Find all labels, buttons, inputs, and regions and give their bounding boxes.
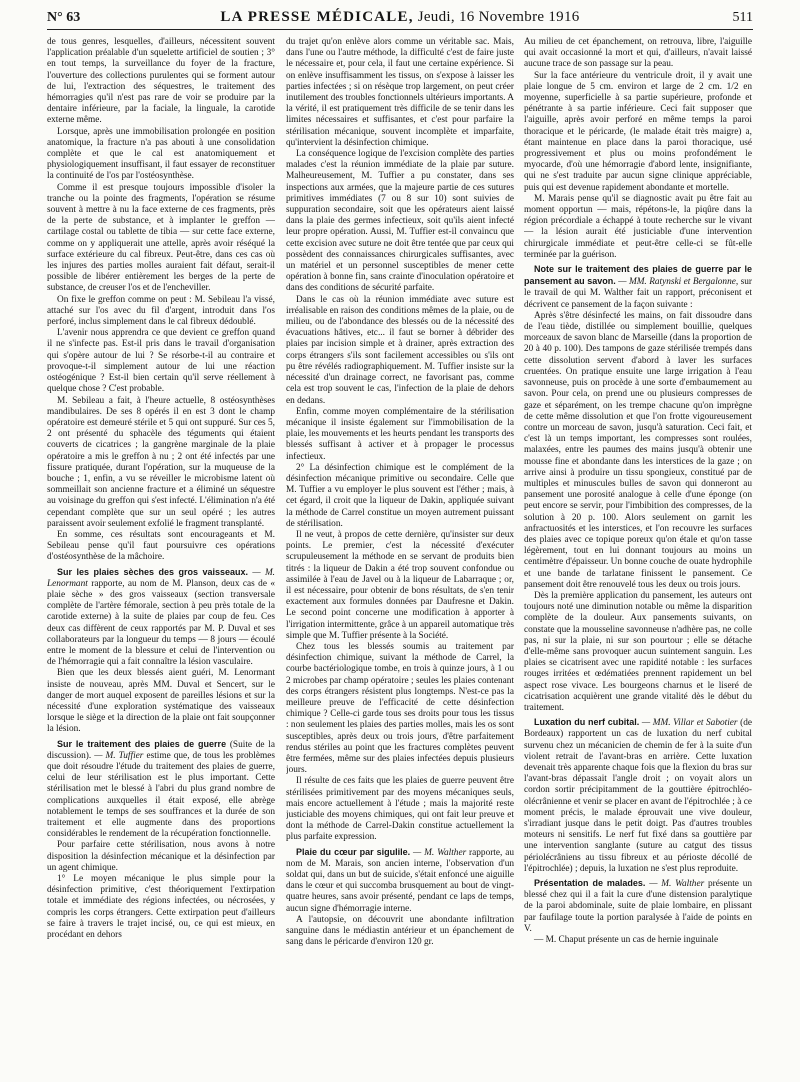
paragraph: Bien que les deux blessés aient guéri, M. Lenormant insiste de nouveau, après MM. Duval et Sencert, sur le danger de mort auquel exposent de pareilles lésions et sur la nécessité d'une exploration systématique des vaisseaux lorsque le siège et la direction de la plaie ont fait soupçonner la lésion. [47,668,275,735]
paragraph: — M. Chaput présente un cas de hernie inguinale [534,935,719,946]
paragraph: Lorsque, après une immobilisation prolongée en position anatomique, la fracture n'a pas abouti à une consolidation complète et que le cal est anatomiquement et physiologiquement insuffisant, il faut essayer de reconstituer la continuité de l'os par l'ostéosynthèse. [47,126,275,182]
text-column-3 [524,37,752,1071]
paragraph: M. Sebileau a fait, à l'heure actuelle, 8 ostéosynthèses mandibulaires. De ses 8 opérés il en est 3 dont le champ opératoire est demeuré stérile et 5 qui ont suppuré. Sur ces 5, 2 ont présenté du sphacèle des téguments qui étaient couverts de cicatrices ; la gangrène marginale de la plaie opératoire a mis le greffon à nu ; 2 ont été infectés par une fissure pratiquée, durant l'opération, sur la muqueuse de la bouche ; 1, enfin, a vu se réveiller le microbisme latent où sommeillait son ancienne fracture et a éliminé un séquestre au voisinage du greffon qui s'est infecté. L'élimination n'a été cependant complète que sur un seul opéré ; les autres paraissent avoir seulement exfolié le fragment transplanté. [47,395,275,529]
author-name: — MM. Villar et Sabotier [639,718,738,729]
paragraph: On fixe le greffon comme on peut : M. Sebileau l'a vissé, attaché sur l'os avec du fil d'argent, introduit dans l'os perforé, inclus simplement dans le cal fibreux dédoublé. [47,294,275,328]
section-heading: Présentation de malades. [534,878,646,889]
text-column-1 [47,37,275,1071]
section-paragraph [47,567,275,669]
author-name: — M. Walther [410,847,467,858]
section-text: présente un blessé chez qui il a fait la cure d'une distension paralytique de la paroi abdominale, suite de plaie lombaire, en plissant par faufilage toute la portion paralysée à l'aide de points en V. [524,879,752,934]
section-heading-note: (Suite de la discussion). [47,739,275,761]
paragraph: Après s'être désinfecté les mains, on fait dissoudre dans de l'eau tiède, distillée ou simplement bouillie, quelques morceaux de savon blanc de Marseille (dans la proportion de 20 à 40 p. 100). Des tampons de gaze stérilisée trempés dans cette dissolution servent d'abord à laver les surfaces cruentées. On pratique ensuite une large irrigation à l'eau savonneuse, puis on procède à une sorte d'embaumement au savon. Pour cela, on prend une ou plusieurs compresses de gaze et séparément, on les trempe chacune qu'on imprègne de cette même dissolution et que l'on frotte vigoureusement contre un morceau de savon, jusqu'à saturation. Ceci fait, et c'est là un temps important, les compresses sont roulées, malaxées, entre les paumes des mains jusqu'à obtenir une mousse fine et abondante dans les interstices de la gaze ; on arrive ainsi à produire un tissu spongieux, constitué par de multiples et minuscules bulles de savon qui donneront au pansement une porosité analogue à celle d'une éponge (on peut encore se servir, pour l'imbibition des compresses, de la solution à 20 p. 100. Alors seulement on garnit les anfractuosités et les interstices, et l'on recouvre les surfaces des plaies avec ce topique poreux qu'on étale et qu'on tasse légèrement, tout en lui donnant toujours au moins un centimètre d'épaisseur. Un bonne couche de ouate hydrophile et une bande de tarlatane finissent le pansement. Ce pansement doit être renouvelé tous les deux ou trois jours. [524,310,752,590]
paragraph: L'avenir nous apprendra ce que devient ce greffon quand il ne s'infecte pas. Est-il pris dans le travail d'organisation qui s'opère autour de lui ? Se résorbe-t-il au contraire et provoque-t-il simplement autour de lui une réaction ostéogénique ? Est-il bien certain qu'il serve réellement à quelque chose ? C'est probable. [47,328,275,395]
paragraph: 1° Le moyen mécanique le plus simple pour la désinfection primitive, c'est théoriquement l'extirpation totale et immédiate des régions infectées, ou nécrosées, y compris les corps étrangers. Cette extirpation peut d'ailleurs se faire à travers le trajet incisé, ou, ce qui est mieux, en procédant en dehors [47,874,275,941]
paragraph: de tous genres, lesquelles, d'ailleurs, nécessitent souvent l'application préalable d'un squelette artificiel de soutien ; 3° en tout temps, la surveillance du foyer de la fracture, l'ouverture des collections purulentes qui se forment autour de lui, l'extraction des séquestres, le traitement des hémorragies qu'il n'est pas rare de voir se produire par la dentaire inférieure, par la faciale, la linguale, la carotide externe même. [47,37,275,126]
section-paragraph [286,847,514,915]
paragraph: Dès la première application du pansement, les auteurs ont toujours noté une diminution notable ou même la disparition complète de la douleur. Aux pansements suivants, on constate que la mousseline savonneuse n'adhère pas, ne colle pas, ni sur la plaie, ni sur son pourtour ; elle se détache d'elle-même sans provoquer aucun suintement sanguin. Les plaies se cicatrisent avec une rapidité notable : les surfaces rouges irritées et œdématiées prennent rapidement un bel aspect rose vivace. Les bourgeons charnus et le liseré de cicatrisation acquièrent une grande vitalité dès le début du traitement. [524,590,752,713]
section-text: rapporte, au nom de M. Marais, son ancien interne, l'observation d'un soldat qui, dans un but de suicide, s'était enfoncé une aiguille dans le cœur et qui succomba brusquement au bout de vingt-quatre heures, sans avoir présenté, pendant ce laps de temps, aucun signe d'hémorragie interne. [286,847,514,914]
paragraph: Sur la face antérieure du ventricule droit, il y avait une plaie longue de 5 cm. environ et large de 2 cm. 1/2 en moyenne, superficielle à sa partie supérieure, profonde et pénétrante à sa partie inférieure. Ceci fait supposer que l'aiguille, après avoir perforé en même temps la paroi thoracique et le péricarde, (le malade était très maigre) a, étant maintenue en place dans la paroi thoracique, usé progressivement et plus ou moins profondément le myocarde, d'où une hémorragie d'abord lente, insignifiante, qui ne s'est traduite par aucun signe clinique appréciable, puis qui est devenue rapidement abondante et mortelle. [524,70,752,193]
issue-date: Jeudi, 16 Novembre 1916 [413,9,580,25]
paragraph: Il ne veut, à propos de cette dernière, qu'insister sur deux points. Le premier, c'est la nécessité d'exécuter scrupuleusement la méthode en se servant de produits bien titrés : la liqueur de Dakin a été trop souvent confondue ou assimilée à l'eau de Javel ou à la liqueur de Labarraque ; or, il est nécessaire, pour obtenir de bons résultats, de s'en tenir exactement aux formules données par Daufresne et Dakin. Le second point concerne une modification à apporter à l'irrigation intermittente, grâce à un appareil automatique très simple que M. Tuffier présente à la Société. [286,529,514,641]
paragraph: du trajet qu'on enlève alors comme un véritable sac. Mais, dans l'une ou l'autre méthode, la difficulté c'est de faire juste le nécessaire et, pour cela, il faut une certaine expérience. Si on enlève insuffisamment les tissus, on s'expose à laisser les parties infectées ; si on résèque trop largement, on peut créer inutilement des troubles fonctionnels ultérieurs importants. A la vérité, il est pratiquement très difficile de se tenir dans les limites nécessaires et suffisantes, et c'est pour parfaire la stérilisation mécanique, souvent incomplète et imparfaite, qu'intervient la désinfection chimique. [286,37,514,148]
text-column-2 [286,37,514,1071]
section-paragraph [47,739,275,841]
section-heading: Sur le traitement des plaies de guerre [57,738,227,749]
paragraph: En somme, ces résultats sont encourageants et M. Sebileau pense qu'il faut poursuivre ces opérations d'ostéosynthèse de la mâchoire. [47,529,275,563]
section-text: sur le travail de qui M. Walther fait un rapport, préconisent et décrivent ce pansement de la façon suivante : [524,277,752,310]
issue-number: N° 63 [47,10,81,25]
paragraph: Au milieu de cet épanchement, on retrouva, libre, l'aiguille qui avait occasionné la mort et qui, d'ailleurs, n'avait laissé aucune trace de son passage sur la peau. [524,37,752,70]
paragraph: Il résulte de ces faits que les plaies de guerre peuvent être stérilisées primitivement par des moyens mécaniques seuls, mais encore actuellement à l'étude ; mais la majorité reste justiciable des moyens chimiques, qui ont fait leur preuve et dont la méthode de Carrel-Dakin constitue actuellement la plus parfaite expression. [286,776,514,843]
paragraph: Dans le cas où la réunion immédiate avec suture est irréalisable en raison des conditions mêmes de la plaie, ou de milieu, ou de l'abondance des blessés ou de la nécessité des évacuations hâtives, etc... il faut se borner à débrider des plaies par incision simple et à drainer, après extraction des corps étrangers s'ils sont facilement accessibles ou s'ils ont pu être révélés radiographiquement. M. Tuffier insiste sur la nécessité d'un drainage correct, ne favorisant pas, comme cela est trop souvent le cas, l'infection de la plaie de dehors en dedans. [286,294,514,406]
author-name: — MM. Ratynski et Bergalonne, [615,277,739,288]
section-heading: Sur les plaies sèches des gros vaisseaux. [57,566,249,577]
paragraph: 2° La désinfection chimique est le complément de la désinfection mécanique primitive ou secondaire. Celle que M. Tuffier a vu employer le plus souvent est l'éther ; mais, à cet égard, il croit que la liqueur de Dakin, appliquée suivant la méthode de Carrel constitue un moyen autrement puissant de stérilisation. [286,462,514,529]
paragraph: M. Marais pense qu'il se diagnostic avait pu être fait au moment opportun — mais, répétons-le, la piqûre dans la région précordiale a échappé à toute recherche sur le vivant — la lésion aurait été justiciable d'une intervention chirurgicale immédiate et peut-être celle-ci se fût-elle terminée par la guérison. [524,193,752,260]
journal-title: LA PRESSE MÉDICALE, [220,9,414,25]
author-name: — M. Tuffier [91,750,144,761]
masthead [117,9,683,26]
page-number: 511 [732,10,753,25]
paragraph: La conséquence logique de l'excision complète des parties malades c'est la réunion immédiate de la plaie par suture. Malheureusement, M. Tuffier a pu constater, dans ses inspections aux armées, que la majeure partie de ces sutures primitives immédiates (7 ou 8 sur 10) sont suivies de suppuration secondaire, soit que les opérateurs aient laissé dans la plaie des germes infectieux, soit qu'ils aient infecté leur propre opération. Aussi, M. Tuffier est-il convaincu que cette excision avec suture ne doit être tentée que par ceux qui possèdent des connaissances chirurgicales suffisantes, avec un matériel et un personnel susceptibles de mener cette opération à bonne fin, sans crainte d'inoculation opératoire et dans des conditions de sécurité parfaite. [286,149,514,294]
paragraph: A l'autopsie, on découvrit une abondante infiltration sanguine dans le médiastin antérieur et un épanchement de sang dans le péricarde d'environ 120 gr. [286,914,514,948]
paragraph: Comme il est presque toujours impossible d'isoler la tranche ou la pointe des fragments, l'opération se résume souvent à mettre à nu la face externe de ces fragments, près de la perte de substance, et à implanter le greffon — cartilage costal ou tablette de tibia — sur cette face externe, comme on y appliquerait une attelle, après avoir réséqué la surface extérieure du cal fibreux. Peut-être, dans ces cas où les injures des parties molles auraient fait défaut, serait-il possible de libérer entièrement les berges de la perte de substance, de creuser l'os et de l'encheviller. [47,182,275,294]
section-text: estime que, de tous les problèmes que doit résoudre l'étude du traitement des plaies de guerre, celui de leur stérilisation est le plus important. Cette stérilisation met le blessé à l'abri du plus grand nombre de complications auxquelles il était exposé, elle abrège notablement le temps de ses souffrances et la durée de son traitement et elle augmente dans des proportions considérables le rendement de la récupération fonctionnelle. [47,750,275,840]
author-name: — M. Lenormant [47,567,275,589]
section-paragraph [524,878,752,935]
page-header [47,4,753,30]
section-heading: Plaie du cœur par sigulile. [296,846,411,857]
section-text: rapporte, au nom de M. Planson, deux cas de « plaie sèche » des gros vaisseaux (section transversale complète de l'artère fémorale, section à peu près totale de la carotide externe) à la suite de plaies par coup de feu. Ces deux cas diffèrent de ceux rapportés par M. P. Duval et ses collaborateurs par la longueur du temps — 8 jours — écoulé entre le moment de la blessure et celui de l'intervention ou de l'hémorragie qui a fait connaître la lésion vasculaire. [47,578,275,668]
paragraph: Pour parfaire cette stérilisation, nous avons à notre disposition la désinfection mécanique et la désinfection par un agent chimique. [47,840,275,873]
author-name: — M. Walther [645,879,705,890]
section-paragraph [524,717,752,875]
section-heading: Luxation du nerf cubital. [534,717,640,728]
section-paragraph [524,264,752,311]
section-heading: Note sur le traitement des plaies de guerre par le pansement au savon. [524,264,752,287]
section-text: (de Bordeaux) rapportent un cas de luxation du nerf cubital survenu chez un mécanicien de chemin de fer à la suite d'un violent retrait de l'avant-bras en arrière. Cette luxation devenait très apparente chaque fois que la flexion du bras sur l'avant-bras dépassait l'angle droit ; on voyait alors un cordon sortir précipitamment de la gouttière épitrochléo-olécrânienne et venir se placer en avant de l'épitrochlée ; à ce moment précis, le malade éprouvait une vive douleur, s'irradiant jusque dans le petit doigt. Pas d'autres troubles moteurs ni sensitifs. Le nerf fut fixé dans sa gouttière par une intervention sanglante (suture au catgut des tissus périolécrâniens au tissu fibreux et au périoste décollé de l'épitrochlée) ; depuis, la luxation ne s'est plus reproduite. [524,718,752,874]
paragraph: Enfin, comme moyen complémentaire de la stérilisation mécanique il insiste également sur l'immobilisation de la plaie, les mouvements et les heurts pendant les transports des blessés suffisant à activer et à propager le processus infectieux. [286,406,514,462]
paragraph: Chez tous les blessés soumis au traitement par désinfection chimique, suivant la méthode de Carrel, la courbe bactériologique tombe, en trois à quinze jours, à 1 ou 2 microbes par champ opératoire ; seules les plaies contenant des corps étrangers résistent plus longtemps. N'est-ce pas la meilleure preuve de l'efficacité de cette désinfection chimique ? Celle-ci garde tous ses droits pour tous les tissus : non seulement les plaies des parties molles, mais les os sont susceptibles, après deux ou trois jours, d'être parfaitement rendus stériles au point que les fractures complètes peuvent être fermées, même sur des plaies infectées depuis plusieurs jours. [286,641,514,776]
